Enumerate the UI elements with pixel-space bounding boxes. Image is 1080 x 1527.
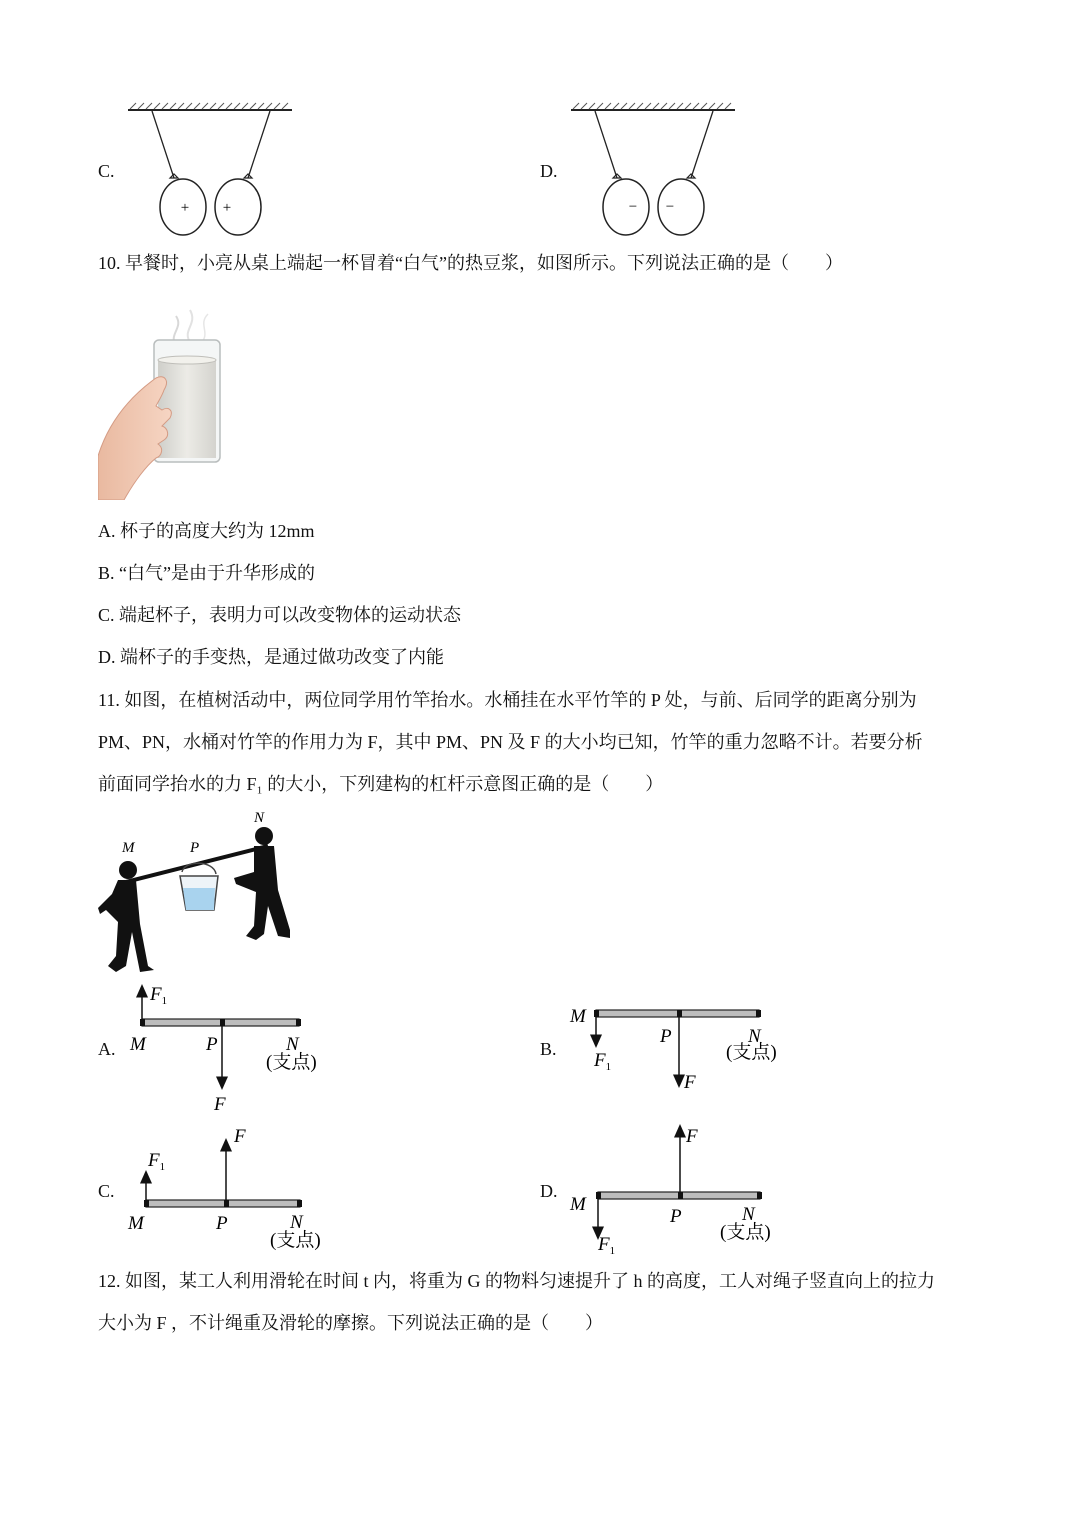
- force-f1-label: $F_1$: [598, 1234, 616, 1257]
- fulcrum-label: (支点): [720, 1222, 771, 1243]
- point-n-label: N: [286, 1034, 299, 1055]
- q11-option-a-diagram: [124, 980, 344, 1115]
- q9-option-c-diagram: [120, 100, 300, 240]
- force-f-label: F: [684, 1072, 696, 1093]
- q9-option-d-diagram: [563, 100, 743, 240]
- fulcrum-label: (支点): [726, 1042, 777, 1063]
- point-p-label: P: [206, 1034, 218, 1055]
- fulcrum-label: (支点): [270, 1230, 321, 1251]
- point-n-label: N: [748, 1026, 761, 1047]
- force-f-label: F: [234, 1126, 246, 1147]
- point-n-label: N: [742, 1204, 755, 1225]
- q10-option-d: D. 端杯子的手变热，是通过做功改变了内能: [98, 647, 444, 667]
- q11-option-b-label: B.: [540, 1039, 557, 1059]
- soy-milk-cup-photo: [98, 306, 238, 500]
- force-f-label: F: [686, 1126, 698, 1147]
- q10-stem: 10. 早餐时，小亮从桌上端起一杯冒着“白气”的热豆浆，如图所示。下列说法正确的是（ ）: [98, 253, 843, 273]
- force-f-label: F: [214, 1094, 226, 1115]
- force-f1-label: $F_1$: [594, 1050, 612, 1073]
- force-f1-label: $F_1$: [150, 984, 168, 1007]
- q11-option-d-diagram: [566, 1122, 796, 1257]
- carrying-water-figure: [96, 806, 296, 976]
- balloon-left: [603, 179, 649, 235]
- q11-option-c-diagram: [124, 1122, 344, 1257]
- point-m-label: M: [570, 1006, 586, 1027]
- q11-option-b-diagram: [566, 1000, 796, 1100]
- figure-label-n: N: [254, 810, 265, 826]
- q9-option-c-label: C.: [98, 161, 115, 181]
- q11-option-a-label: A.: [98, 1039, 116, 1059]
- q11-stem-line3: 前面同学抬水的力 F₁ 的大小，下列建构的杠杆示意图正确的是（ ）: [98, 774, 664, 794]
- figure-label-p: P: [190, 840, 200, 856]
- q10-option-c: C. 端起杯子，表明力可以改变物体的运动状态: [98, 605, 462, 625]
- point-m-label: M: [130, 1034, 146, 1055]
- figure-label-m: M: [122, 840, 135, 856]
- point-m-label: M: [570, 1194, 586, 1215]
- q12-stem-line2: 大小为 F ，不计绳重及滑轮的摩擦。下列说法正确的是（ ）: [98, 1313, 604, 1333]
- q10-option-a: A. 杯子的高度大约为 12mm: [98, 521, 315, 541]
- plus-sign: +: [222, 200, 232, 216]
- minus-sign: −: [628, 199, 638, 215]
- plus-sign: +: [180, 200, 190, 216]
- force-f1-label: $F_1$: [148, 1150, 166, 1173]
- point-p-label: P: [660, 1026, 672, 1047]
- point-p-label: P: [216, 1213, 228, 1234]
- point-n-label: N: [290, 1212, 303, 1233]
- q10-option-b: B. “白气”是由于升华形成的: [98, 563, 315, 583]
- q11-stem-line1: 11. 如图，在植树活动中，两位同学用竹竿抬水。水桶挂在水平竹竿的 P 处，与前、后同学的距离分别为: [98, 690, 917, 710]
- q11-option-d-label: D.: [540, 1181, 558, 1201]
- q9-option-d-label: D.: [540, 161, 558, 181]
- minus-sign: −: [665, 199, 675, 215]
- q12-stem-line1: 12. 如图，某工人利用滑轮在时间 t 内，将重为 G 的物料匀速提升了 h 的高度，工人对绳子竖直向上的拉力: [98, 1271, 935, 1291]
- point-m-label: M: [128, 1213, 144, 1234]
- q11-option-c-label: C.: [98, 1181, 115, 1201]
- point-p-label: P: [670, 1206, 682, 1227]
- q11-stem-line2: PM、PN，水桶对竹竿的作用力为 F，其中 PM、PN 及 F 的大小均已知，竹竿的重力忽略不计。若要分析: [98, 732, 923, 752]
- fulcrum-label: (支点): [266, 1052, 317, 1073]
